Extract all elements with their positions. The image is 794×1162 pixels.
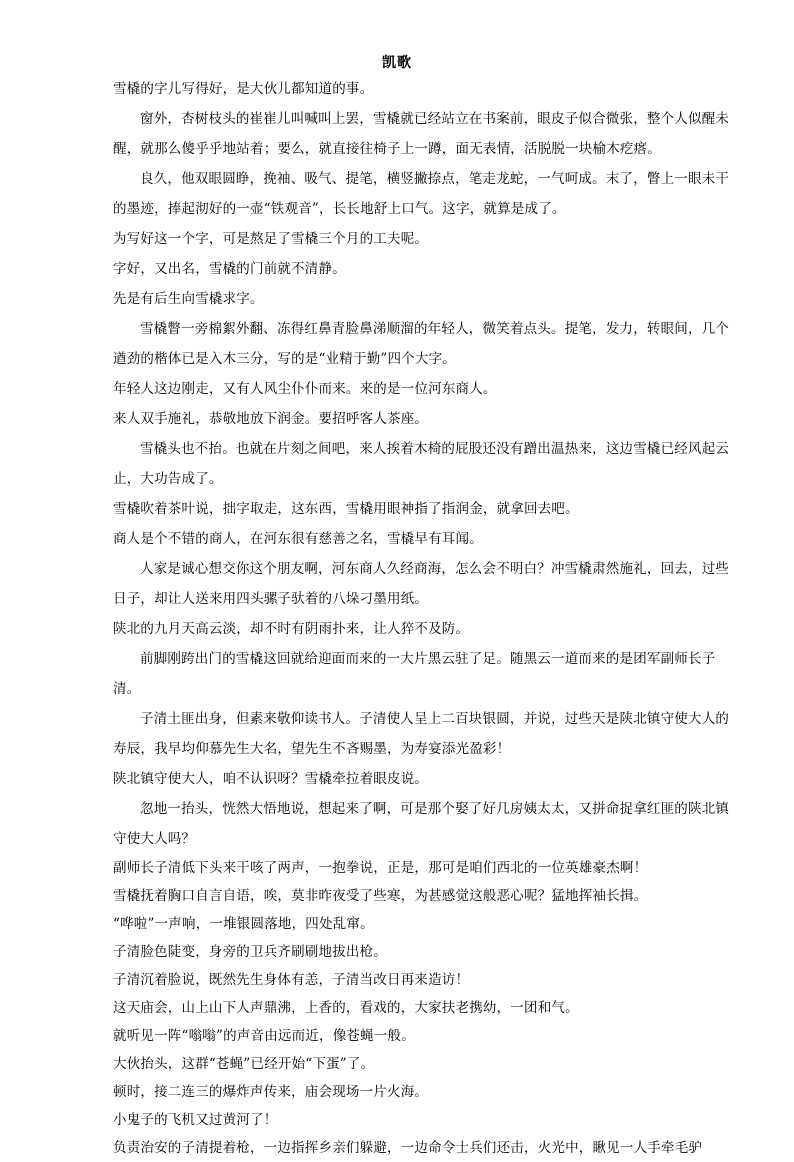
paragraph: 就听见一阵“嗡嗡”的声音由远而近，像苍蝇一般。 [113, 1028, 415, 1044]
document-title: 凯歌 [382, 55, 412, 71]
paragraph: 雪橇瞥一旁棉絮外翻、冻得红鼻青脸鼻涕顺溜的年轻人，微笑着点头。提笔，发力，转眼间，几个遒劲的楷体已是入木三分，写的是“业精于勤”四个大字。 [113, 321, 730, 367]
paragraph: 人家是诚心想交你这个朋友啊，河东商人久经商海，怎么会不明白？冲雪橇肃然施礼，回去，过些日子，却让人送来用四头骡子驮着的八垛刁墨用纸。 [113, 561, 730, 607]
paragraph: 子清沉着脸说，既然先生身体有恙，子清当改日再来造访！ [113, 972, 470, 988]
paragraph: 良久，他双眼圆睁，挽袖、吸气、提笔，横竖撇捺点，笔走龙蛇，一气呵成。末了，瞥上一眼未干的墨迹，捧起沏好的一壶“铁观音”，长长地舒上口气。这字，就算是成了。 [113, 171, 730, 217]
paragraph: 大伙抬头，这群“苍蝇”已经开始“下蛋”了。 [113, 1056, 375, 1072]
paragraph: 雪橇头也不抬。也就在片刻之间吧，来人挨着木椅的屁股还没有蹭出温热来，这边雪橇已经风起云止，大功告成了。 [113, 441, 730, 487]
paragraph: 子清脸色陡变，身旁的卫兵齐刷刷地拔出枪。 [113, 944, 387, 960]
paragraph: 顿时，接二连三的爆炸声传来，庙会现场一片火海。 [113, 1084, 429, 1100]
paragraph: 窗外，杏树枝头的崔崔儿叫喊叫上罢，雪橇就已经站立在书案前，眼皮子似合微张，整个人似醒未醒，就那么傻乎乎地站着；要么，就直接往椅子上一蹲，面无表情，活脱脱一块榆木疙瘩。 [113, 111, 730, 157]
paragraph: 子清土匪出身，但素来敬仰读书人。子清使人呈上二百块银圆，并说，过些天是陕北镇守使大人的寿辰，我早均仰慕先生大名，望先生不吝赐墨，为寿宴添光盈彩！ [113, 711, 730, 757]
paragraph: 来人双手施礼，恭敬地放下润金。要招呼客人茶座。 [113, 411, 429, 427]
paragraph: 小鬼子的飞机又过黄河了！ [113, 1112, 278, 1128]
paragraph: 年轻人这边刚走，又有人风尘仆仆而来。来的是一位河东商人。 [113, 381, 497, 397]
paragraph: 字好，又出名，雪橇的门前就不清静。 [113, 261, 346, 277]
paragraph: 忽地一抬头，恍然大悟地说，想起来了啊，可是那个娶了好几房姨太太，又拼命捉拿红匪的陕北镇守使大人吗？ [113, 801, 730, 847]
paragraph: 陕北的九月天高云淡，却不时有阴雨扑来，让人猝不及防。 [113, 621, 470, 637]
paragraph: 前脚刚跨出门的雪橇这回就给迎面而来的一大片黑云驻了足。随黑云一道而来的是团军副师长子清。 [113, 651, 716, 697]
paragraph: 副师长子清低下头来干咳了两声，一抱拳说，正是，那可是咱们西北的一位英雄豪杰啊！ [113, 860, 648, 876]
paragraph: 陕北镇守使大人，咱不认识呀？雪橇牵拉着眼皮说。 [113, 771, 429, 787]
paragraph: 雪橇吹着茶叶说，拙字取走，这东西，雪橇用眼神指了指润金，就拿回去吧。 [113, 501, 579, 517]
paragraph: 这天庙会，山上山下人声鼎沸，上香的，看戏的，大家扶老携幼，一团和气。 [113, 1000, 579, 1016]
paragraph: 负责治安的子清提着枪，一边指挥乡亲们躲避，一边命令士兵们还击，火光中，瞅见一人手牵毛驴 [113, 1140, 703, 1156]
paragraph: 雪橇抚着胸口自言自语，唉，莫非昨夜受了些寒，为甚感觉这般恶心呢？猛地挥袖长揖。 [113, 888, 648, 904]
paragraph: 商人是个不错的商人，在河东很有慈善之名，雪橇早有耳闻。 [113, 531, 483, 547]
paragraph: 为写好这一个字，可是熬足了雪橇三个月的工夫呢。 [113, 231, 429, 247]
paragraph: “哗啦”一声响，一堆银圆落地，四处乱窜。 [113, 916, 374, 932]
paragraph: 雪橇的字儿写得好，是大伙儿都知道的事。 [113, 81, 374, 97]
paragraph: 先是有后生向雪橇求字。 [113, 291, 264, 307]
